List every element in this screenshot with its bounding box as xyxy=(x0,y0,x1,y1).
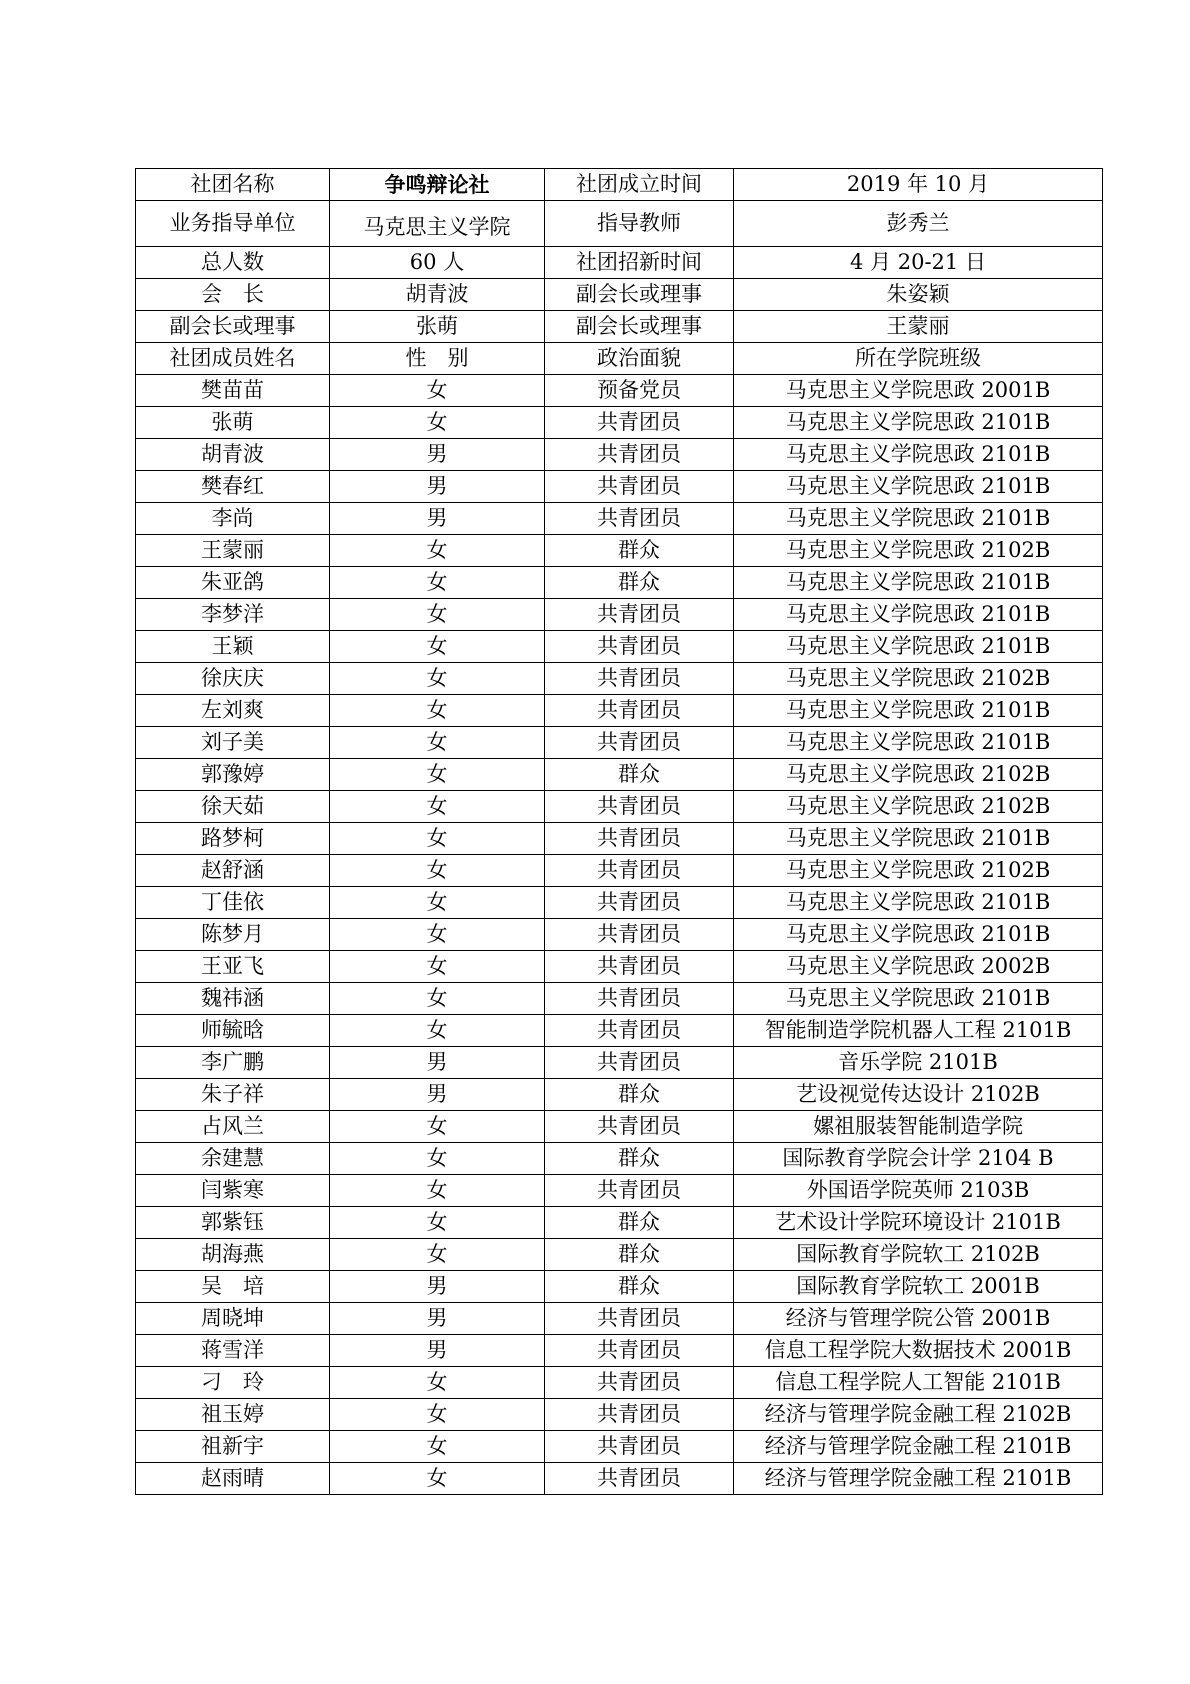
member-gender: 女 xyxy=(330,1367,545,1399)
member-political-status: 共青团员 xyxy=(545,1431,734,1463)
member-college-class: 经济与管理学院金融工程 2101B xyxy=(734,1463,1103,1495)
member-college-class: 艺术设计学院环境设计 2101B xyxy=(734,1207,1103,1239)
member-name: 路梦柯 xyxy=(136,823,330,855)
member-gender: 女 xyxy=(330,983,545,1015)
member-name: 王亚飞 xyxy=(136,951,330,983)
member-gender: 男 xyxy=(330,1047,545,1079)
table-row xyxy=(136,503,1103,535)
member-gender: 女 xyxy=(330,1143,545,1175)
member-name: 陈梦月 xyxy=(136,919,330,951)
vp3-value: 王蒙丽 xyxy=(734,311,1103,343)
member-gender: 女 xyxy=(330,1015,545,1047)
member-college-class: 马克思主义学院思政 2001B xyxy=(734,375,1103,407)
member-name: 朱亚鸽 xyxy=(136,567,330,599)
member-political-status: 群众 xyxy=(545,1143,734,1175)
member-name: 周晓坤 xyxy=(136,1303,330,1335)
table-row xyxy=(136,1175,1103,1207)
unit-label xyxy=(136,201,330,247)
member-college-class: 马克思主义学院思政 2102B xyxy=(734,791,1103,823)
table-row xyxy=(136,983,1103,1015)
member-gender: 女 xyxy=(330,1431,545,1463)
member-political-status: 共青团员 xyxy=(545,439,734,471)
member-college-class: 艺设视觉传达设计 2102B xyxy=(734,1079,1103,1111)
column-header-row xyxy=(136,343,1103,375)
member-gender: 女 xyxy=(330,1175,545,1207)
member-college-class: 国际教育学院软工 2102B xyxy=(734,1239,1103,1271)
table-row xyxy=(136,471,1103,503)
member-name: 樊春红 xyxy=(136,471,330,503)
member-name: 余建慧 xyxy=(136,1143,330,1175)
member-college-class: 信息工程学院大数据技术 2001B xyxy=(734,1335,1103,1367)
table-row xyxy=(136,1239,1103,1271)
recruit-value: 4 月 20-21 日 xyxy=(734,247,1103,279)
member-college-class: 国际教育学院软工 2001B xyxy=(734,1271,1103,1303)
table-row xyxy=(136,1207,1103,1239)
member-gender: 女 xyxy=(330,919,545,951)
col-header-gender: 性 别 xyxy=(330,343,545,375)
member-name: 王蒙丽 xyxy=(136,535,330,567)
member-name: 李广鹏 xyxy=(136,1047,330,1079)
total-value: 60 人 xyxy=(330,247,545,279)
member-college-class: 马克思主义学院思政 2101B xyxy=(734,887,1103,919)
table-row xyxy=(136,439,1103,471)
member-college-class: 智能制造学院机器人工程 2101B xyxy=(734,1015,1103,1047)
member-name: 郭豫婷 xyxy=(136,759,330,791)
member-gender: 女 xyxy=(330,407,545,439)
member-college-class: 马克思主义学院思政 2102B xyxy=(734,535,1103,567)
table-row xyxy=(136,1015,1103,1047)
table-row xyxy=(136,759,1103,791)
member-gender: 女 xyxy=(330,727,545,759)
club-roster-table xyxy=(135,168,1103,1495)
table-row xyxy=(136,375,1103,407)
member-political-status: 群众 xyxy=(545,759,734,791)
table-row xyxy=(136,951,1103,983)
member-political-status: 群众 xyxy=(545,1207,734,1239)
member-political-status: 共青团员 xyxy=(545,1463,734,1495)
unit-label-text: 业务指导单位 xyxy=(169,211,296,235)
vp1-value: 朱姿颖 xyxy=(734,279,1103,311)
table-row xyxy=(136,1367,1103,1399)
member-college-class: 马克思主义学院思政 2101B xyxy=(734,983,1103,1015)
member-college-class: 音乐学院 2101B xyxy=(734,1047,1103,1079)
total-label: 总人数 xyxy=(136,247,330,279)
member-college-class: 经济与管理学院金融工程 2101B xyxy=(734,1431,1103,1463)
member-college-class: 马克思主义学院思政 2101B xyxy=(734,919,1103,951)
roster-body xyxy=(136,169,1103,1495)
header-row-president xyxy=(136,279,1103,311)
member-college-class: 马克思主义学院思政 2101B xyxy=(734,471,1103,503)
table-row xyxy=(136,1463,1103,1495)
member-name: 刘子美 xyxy=(136,727,330,759)
table-row xyxy=(136,599,1103,631)
member-political-status: 共青团员 xyxy=(545,599,734,631)
member-college-class: 外国语学院英师 2103B xyxy=(734,1175,1103,1207)
member-political-status: 共青团员 xyxy=(545,1303,734,1335)
member-college-class: 国际教育学院会计学 2104 B xyxy=(734,1143,1103,1175)
member-gender: 女 xyxy=(330,567,545,599)
president-label: 会 长 xyxy=(136,279,330,311)
advisor-value: 彭秀兰 xyxy=(734,201,1103,247)
col-header-name: 社团成员姓名 xyxy=(136,343,330,375)
table-row xyxy=(136,407,1103,439)
unit-value xyxy=(330,201,545,247)
member-political-status: 共青团员 xyxy=(545,663,734,695)
member-college-class: 马克思主义学院思政 2102B xyxy=(734,855,1103,887)
vp2-label: 副会长或理事 xyxy=(136,311,330,343)
member-political-status: 共青团员 xyxy=(545,1399,734,1431)
member-gender: 女 xyxy=(330,791,545,823)
member-political-status: 共青团员 xyxy=(545,695,734,727)
club-name-label: 社团名称 xyxy=(136,169,330,201)
member-name: 张萌 xyxy=(136,407,330,439)
member-name: 徐庆庆 xyxy=(136,663,330,695)
member-college-class: 马克思主义学院思政 2101B xyxy=(734,695,1103,727)
table-row xyxy=(136,535,1103,567)
member-political-status: 共青团员 xyxy=(545,791,734,823)
member-political-status: 群众 xyxy=(545,1239,734,1271)
member-gender: 男 xyxy=(330,503,545,535)
member-college-class: 马克思主义学院思政 2101B xyxy=(734,823,1103,855)
vp1-label: 副会长或理事 xyxy=(545,279,734,311)
member-gender: 女 xyxy=(330,823,545,855)
member-political-status: 共青团员 xyxy=(545,407,734,439)
recruit-label: 社团招新时间 xyxy=(545,247,734,279)
member-political-status: 共青团员 xyxy=(545,727,734,759)
member-political-status: 共青团员 xyxy=(545,855,734,887)
member-name: 丁佳依 xyxy=(136,887,330,919)
member-political-status: 共青团员 xyxy=(545,1367,734,1399)
header-row-unit xyxy=(136,201,1103,247)
member-political-status: 群众 xyxy=(545,1079,734,1111)
member-political-status: 共青团员 xyxy=(545,1111,734,1143)
member-gender: 女 xyxy=(330,1463,545,1495)
member-name: 祖新宇 xyxy=(136,1431,330,1463)
table-row xyxy=(136,919,1103,951)
member-gender: 女 xyxy=(330,1239,545,1271)
member-college-class: 经济与管理学院公管 2001B xyxy=(734,1303,1103,1335)
member-gender: 女 xyxy=(330,887,545,919)
member-gender: 男 xyxy=(330,1335,545,1367)
member-gender: 女 xyxy=(330,1207,545,1239)
table-row xyxy=(136,1303,1103,1335)
member-political-status: 共青团员 xyxy=(545,471,734,503)
member-gender: 女 xyxy=(330,1399,545,1431)
vp3-label: 副会长或理事 xyxy=(545,311,734,343)
member-political-status: 共青团员 xyxy=(545,823,734,855)
member-gender: 男 xyxy=(330,1079,545,1111)
col-header-class: 所在学院班级 xyxy=(734,343,1103,375)
member-gender: 女 xyxy=(330,759,545,791)
member-gender: 男 xyxy=(330,1303,545,1335)
table-row xyxy=(136,1079,1103,1111)
table-row xyxy=(136,855,1103,887)
col-header-political: 政治面貌 xyxy=(545,343,734,375)
table-row xyxy=(136,1047,1103,1079)
member-gender: 男 xyxy=(330,1271,545,1303)
member-gender: 女 xyxy=(330,951,545,983)
member-name: 赵舒涵 xyxy=(136,855,330,887)
member-name: 王颖 xyxy=(136,631,330,663)
member-name: 赵雨晴 xyxy=(136,1463,330,1495)
club-name-value: 争鸣辩论社 xyxy=(330,169,545,201)
table-row xyxy=(136,1399,1103,1431)
member-name: 魏祎涵 xyxy=(136,983,330,1015)
member-college-class: 马克思主义学院思政 2101B xyxy=(734,439,1103,471)
table-row xyxy=(136,631,1103,663)
member-political-status: 共青团员 xyxy=(545,983,734,1015)
member-gender: 女 xyxy=(330,855,545,887)
table-row xyxy=(136,823,1103,855)
member-college-class: 经济与管理学院金融工程 2102B xyxy=(734,1399,1103,1431)
member-college-class: 马克思主义学院思政 2101B xyxy=(734,599,1103,631)
member-political-status: 共青团员 xyxy=(545,1047,734,1079)
founded-value: 2019 年 10 月 xyxy=(734,169,1103,201)
founded-label: 社团成立时间 xyxy=(545,169,734,201)
table-row xyxy=(136,887,1103,919)
member-political-status: 共青团员 xyxy=(545,1335,734,1367)
member-gender: 女 xyxy=(330,599,545,631)
member-college-class: 马克思主义学院思政 2101B xyxy=(734,631,1103,663)
member-political-status: 群众 xyxy=(545,567,734,599)
member-political-status: 共青团员 xyxy=(545,1175,734,1207)
member-name: 郭紫钰 xyxy=(136,1207,330,1239)
advisor-label: 指导教师 xyxy=(545,201,734,247)
member-gender: 女 xyxy=(330,663,545,695)
member-name: 胡海燕 xyxy=(136,1239,330,1271)
member-gender: 女 xyxy=(330,375,545,407)
member-political-status: 共青团员 xyxy=(545,919,734,951)
table-row xyxy=(136,727,1103,759)
member-gender: 女 xyxy=(330,631,545,663)
table-row xyxy=(136,695,1103,727)
member-name: 师毓晗 xyxy=(136,1015,330,1047)
member-name: 徐天茹 xyxy=(136,791,330,823)
header-row-total xyxy=(136,247,1103,279)
header-row-vp xyxy=(136,311,1103,343)
table-row xyxy=(136,663,1103,695)
member-college-class: 信息工程学院人工智能 2101B xyxy=(734,1367,1103,1399)
member-political-status: 共青团员 xyxy=(545,951,734,983)
member-name: 左刘爽 xyxy=(136,695,330,727)
member-political-status: 群众 xyxy=(545,1271,734,1303)
member-college-class: 马克思主义学院思政 2101B xyxy=(734,407,1103,439)
member-college-class: 马克思主义学院思政 2101B xyxy=(734,503,1103,535)
member-college-class: 马克思主义学院思政 2002B xyxy=(734,951,1103,983)
member-name: 朱子祥 xyxy=(136,1079,330,1111)
member-name: 占风兰 xyxy=(136,1111,330,1143)
table-row xyxy=(136,1431,1103,1463)
member-college-class: 马克思主义学院思政 2101B xyxy=(734,727,1103,759)
table-row xyxy=(136,791,1103,823)
member-college-class: 马克思主义学院思政 2102B xyxy=(734,759,1103,791)
member-name: 李梦洋 xyxy=(136,599,330,631)
member-name: 刁 玲 xyxy=(136,1367,330,1399)
member-gender: 男 xyxy=(330,471,545,503)
member-name: 李尚 xyxy=(136,503,330,535)
member-gender: 女 xyxy=(330,1111,545,1143)
member-gender: 女 xyxy=(330,535,545,567)
member-name: 樊苗苗 xyxy=(136,375,330,407)
member-college-class: 嫘祖服装智能制造学院 xyxy=(734,1111,1103,1143)
member-name: 蒋雪洋 xyxy=(136,1335,330,1367)
member-name: 祖玉婷 xyxy=(136,1399,330,1431)
unit-value-text: 马克思主义学院 xyxy=(363,215,511,239)
table-row xyxy=(136,1111,1103,1143)
member-gender: 男 xyxy=(330,439,545,471)
table-row xyxy=(136,1143,1103,1175)
member-political-status: 共青团员 xyxy=(545,503,734,535)
member-political-status: 群众 xyxy=(545,535,734,567)
member-name: 闫紫寒 xyxy=(136,1175,330,1207)
table-row xyxy=(136,1335,1103,1367)
vp2-value: 张萌 xyxy=(330,311,545,343)
member-political-status: 预备党员 xyxy=(545,375,734,407)
table-row xyxy=(136,567,1103,599)
member-name: 胡青波 xyxy=(136,439,330,471)
member-political-status: 共青团员 xyxy=(545,631,734,663)
member-college-class: 马克思主义学院思政 2102B xyxy=(734,663,1103,695)
member-name: 吴 培 xyxy=(136,1271,330,1303)
president-value: 胡青波 xyxy=(330,279,545,311)
member-political-status: 共青团员 xyxy=(545,887,734,919)
member-gender: 女 xyxy=(330,695,545,727)
header-row-club xyxy=(136,169,1103,201)
member-college-class: 马克思主义学院思政 2101B xyxy=(734,567,1103,599)
table-row xyxy=(136,1271,1103,1303)
member-political-status: 共青团员 xyxy=(545,1015,734,1047)
